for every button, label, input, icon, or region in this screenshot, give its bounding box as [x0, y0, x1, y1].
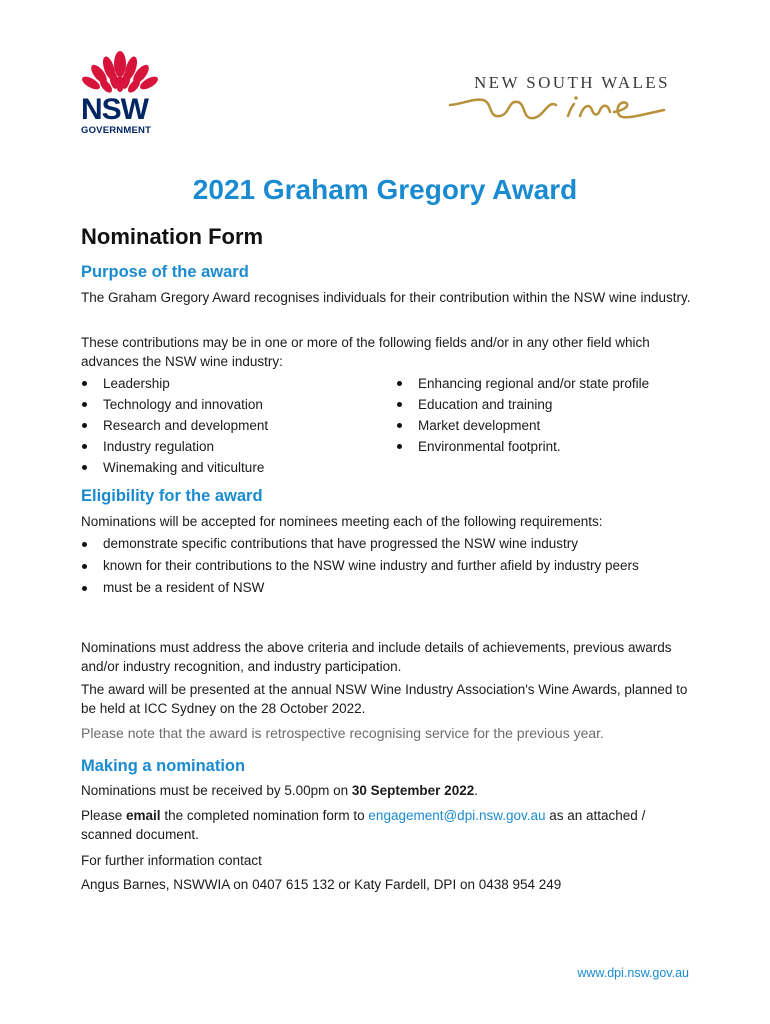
footer-website-link[interactable]: www.dpi.nsw.gov.au — [577, 966, 689, 980]
eligibility-paragraph-2: The award will be presented at the annual NSW Wine Industry Association's Wine Awards, planned to be held at ICC Sydney on the 28 October 2022. — [81, 682, 688, 716]
eligibility-heading: Eligibility for the award — [81, 487, 263, 505]
list-item: Industry regulation — [81, 436, 381, 457]
bullet-icon — [82, 564, 87, 569]
retrospective-note: Please note that the award is retrospective recognising service for the previous year. — [81, 725, 604, 741]
bullet-icon — [82, 444, 87, 449]
list-item: Research and development — [81, 415, 381, 436]
list-item: Technology and innovation — [81, 394, 381, 415]
making-nomination-heading: Making a nomination — [81, 757, 246, 775]
list-item: demonstrate specific contributions that have progressed the NSW wine industry — [81, 534, 681, 553]
contact-label: For further information contact — [81, 853, 262, 868]
bullet-icon — [397, 381, 402, 386]
bullet-icon — [82, 465, 87, 470]
wine-logo-text: NEW SOUTH WALES — [474, 73, 670, 92]
nsw-wordmark: NSW — [81, 93, 148, 126]
list-item: must be a resident of NSW — [81, 578, 681, 597]
eligibility-paragraph-1: Nominations must address the above criteria and include details of achievements, previous awards and/or industry recognition, and industry participation. — [81, 640, 672, 674]
form-title: Nomination Form — [81, 224, 264, 249]
bullet-icon — [82, 381, 87, 386]
bullet-icon — [397, 402, 402, 407]
bullet-icon — [82, 423, 87, 428]
fields-list-right — [396, 373, 696, 457]
bullet-icon — [397, 444, 402, 449]
bullet-icon — [82, 586, 87, 591]
list-item: Enhancing regional and/or state profile — [396, 373, 696, 394]
list-item: Education and training — [396, 394, 696, 415]
eligibility-intro: Nominations will be accepted for nominees meeting each of the following requirements: — [81, 514, 603, 529]
list-item: Winemaking and viticulture — [81, 457, 381, 478]
bullet-icon — [397, 423, 402, 428]
waratah-icon — [80, 50, 164, 98]
page-title: 2021 Graham Gregory Award — [192, 174, 578, 205]
contact-details: Angus Barnes, NSWWIA on 0407 615 132 or Katy Fardell, DPI on 0438 954 249 — [81, 877, 562, 892]
bullet-icon — [82, 542, 87, 547]
purpose-paragraph-1: The Graham Gregory Award recognises individuals for their contribution within the NSW wine industry. — [81, 290, 691, 305]
bullet-icon — [82, 402, 87, 407]
fields-list-left — [81, 373, 381, 478]
nsw-government-label: GOVERNMENT — [81, 125, 152, 136]
list-item: Leadership — [81, 373, 381, 394]
purpose-paragraph-2: These contributions may be in one or more of the following fields and/or in any other field which advances the NSW wine industry: — [81, 335, 650, 369]
deadline-date: 30 September 2022 — [351, 783, 475, 798]
deadline-text: Nominations must be received by 5.00pm on 30 September 2022. — [81, 783, 478, 798]
requirements-list — [81, 534, 681, 600]
list-item: known for their contributions to the NSW wine industry and further afield by industry peers — [81, 556, 681, 575]
list-item: Market development — [396, 415, 696, 436]
list-item: Environmental footprint. — [396, 436, 696, 457]
purpose-heading: Purpose of the award — [81, 263, 249, 281]
email-link[interactable]: engagement@dpi.nsw.gov.au — [368, 808, 546, 823]
email-instruction: Please email the completed nomination form to engagement@dpi.nsw.gov.au as an attached / scanned document. — [81, 808, 646, 842]
